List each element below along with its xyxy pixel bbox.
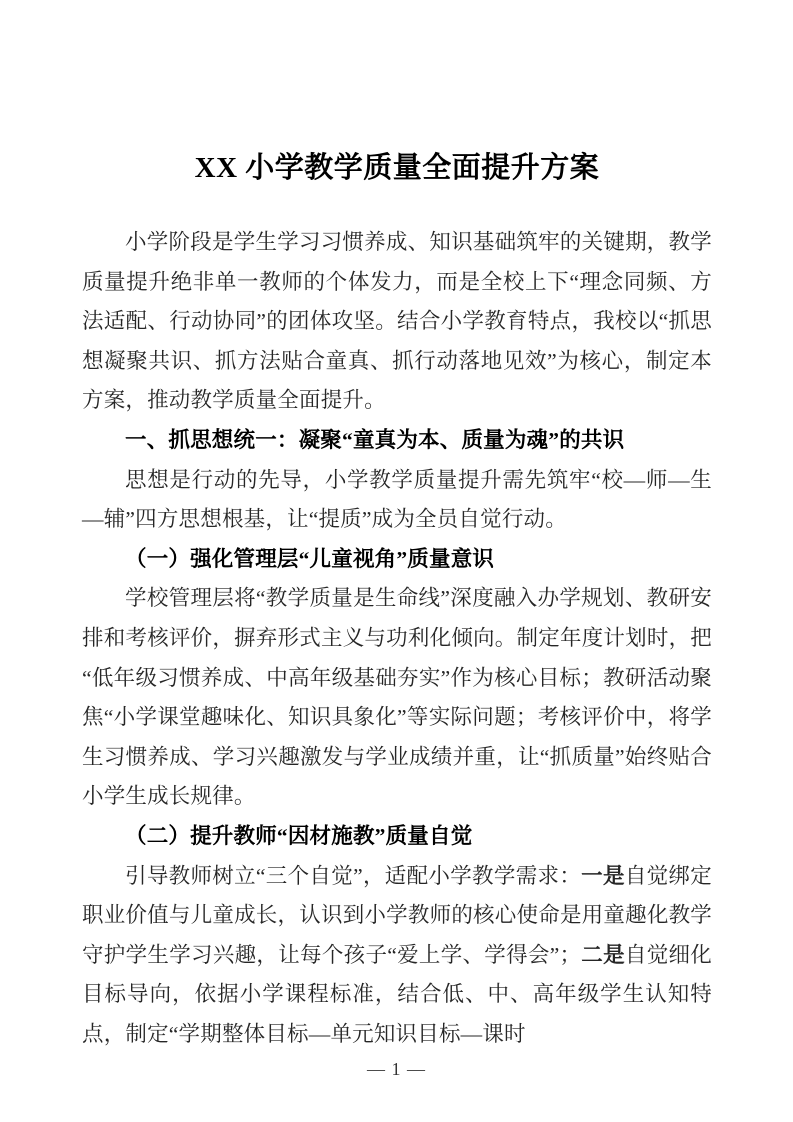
- document-content: [82, 0, 712, 1054]
- page-number-footer: — 1 —: [367, 1059, 426, 1079]
- text-run-3: 二是: [581, 942, 625, 967]
- text-run-1: 一是: [581, 863, 625, 888]
- subsection-heading-1-1: （一）强化管理层“儿童视角”质量意识: [125, 546, 495, 571]
- text-run-4: 自觉细化目标导向，依据小学课程标准，结合低、中、高年级学生认知特点，制定“学期整体目标—单元知识目标—课时: [82, 942, 713, 1046]
- text-run-2: 自觉绑定职业价值与儿童成长，认识到小学教师的核心使命是用童趣化教学守护学生学习兴趣，让每个孩子“爱上学、学得会”；: [82, 863, 712, 967]
- subsection-1-2-paragraph: [82, 857, 712, 1055]
- section-heading-1: 一、抓思想统一：凝聚“童真为本、质量为魂”的共识: [125, 427, 625, 452]
- page-title: XX 小学教学质量全面提升方案: [194, 152, 600, 184]
- intro-paragraph: 小学阶段是学生学习习惯养成、知识基础筑牢的关键期，教学质量提升绝非单一教师的个体发力，而是全校上下“理念同频、方法适配、行动协同”的团体攻坚。结合小学教育特点，我校以“抓思想凝聚共识、抓方法贴合童真、抓行动落地见效”为核心，制定本方案，推动教学质量全面提升。: [82, 230, 712, 413]
- subsection-heading-1-2: （二）提升教师“因材施教”质量自觉: [125, 823, 473, 848]
- section-1-lead-paragraph: 思想是行动的先导，小学教学质量提升需先筑牢“校—师—生—辅”四方思想根基，让“提质”成为全员自觉行动。: [82, 467, 712, 532]
- subsection-1-1-paragraph: 学校管理层将“教学质量是生命线”深度融入办学规划、教研安排和考核评价，摒弃形式主义与功利化倾向。制定年度计划时，把“低年级习惯养成、中高年级基础夯实”作为核心目标；教研活动聚焦“小学课堂趣味化、知识具象化”等实际问题；考核评价中，将学生习惯养成、学习兴趣激发与学业成绩并重，让“抓质量”始终贴合小学生成长规律。: [82, 586, 712, 809]
- text-run-0: 引导教师树立“三个自觉”，适配小学教学需求：: [125, 863, 582, 888]
